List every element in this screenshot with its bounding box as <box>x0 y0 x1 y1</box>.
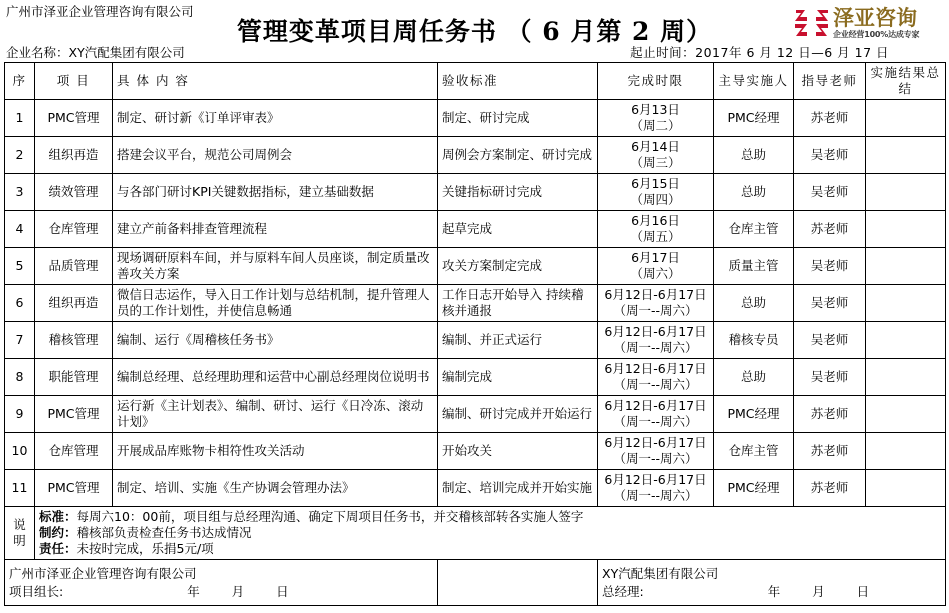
note-key: 制约： <box>39 525 77 540</box>
signature-left-line <box>9 584 433 600</box>
logo-text-block <box>833 5 920 39</box>
weekly-task-table <box>4 62 946 606</box>
cell-teacher: 吴老师 <box>794 285 866 322</box>
due-date-main: 6月14日 <box>631 139 680 154</box>
cell-teacher: 苏老师 <box>794 433 866 470</box>
note-line <box>39 509 941 525</box>
cell-content: 制定、研讨新《订单评审表》 <box>113 100 438 137</box>
cell-content: 搭建会议平台，规范公司周例会 <box>113 137 438 174</box>
due-date-weekday: （周五） <box>630 229 681 244</box>
signature-left-dates: 年 月 日 <box>187 583 303 599</box>
signature-left <box>5 560 438 606</box>
cell-result <box>866 396 946 433</box>
col-header-accept: 验收标准 <box>438 63 598 100</box>
due-date-main: 6月12日-6月17日 <box>604 361 707 376</box>
cell-teacher: 吴老师 <box>794 174 866 211</box>
col-header-teacher: 指导老师 <box>794 63 866 100</box>
cell-content: 制定、培训、实施《生产协调会管理办法》 <box>113 470 438 507</box>
cell-owner: PMC经理 <box>714 100 794 137</box>
table-header-row <box>5 63 946 100</box>
table-row <box>5 137 946 174</box>
table-row <box>5 248 946 285</box>
date-range-value: 2017年 6 月 12 日—6 月 17 日 <box>695 45 889 60</box>
cell-due <box>598 470 714 507</box>
cell-item: 仓库管理 <box>35 433 113 470</box>
cell-seq: 6 <box>5 285 35 322</box>
table-row <box>5 359 946 396</box>
cell-owner: 总助 <box>714 137 794 174</box>
cell-accept: 攻关方案制定完成 <box>438 248 598 285</box>
signature-right-line <box>602 584 941 600</box>
cell-teacher: 苏老师 <box>794 470 866 507</box>
cell-owner: 总助 <box>714 359 794 396</box>
enterprise-name-field <box>6 45 185 60</box>
cell-due <box>598 285 714 322</box>
due-date-weekday: （周一--周六） <box>613 377 698 392</box>
cell-result <box>866 359 946 396</box>
cell-owner: PMC经理 <box>714 396 794 433</box>
cell-owner: 总助 <box>714 285 794 322</box>
cell-due <box>598 100 714 137</box>
cell-teacher: 苏老师 <box>794 211 866 248</box>
cell-due <box>598 396 714 433</box>
cell-result <box>866 100 946 137</box>
page-title: 管理变革项目周任务书 （ 6 月第 2 周） <box>236 17 713 46</box>
note-line <box>39 541 941 557</box>
signature-left-role: 项目组长: <box>9 583 64 599</box>
cell-seq: 4 <box>5 211 35 248</box>
due-date-main: 6月16日 <box>631 213 680 228</box>
cell-accept: 制定、培训完成并开始实施 <box>438 470 598 507</box>
cell-accept: 编制、研讨完成并开始运行 <box>438 396 598 433</box>
cell-seq: 10 <box>5 433 35 470</box>
cell-due <box>598 248 714 285</box>
cell-seq: 9 <box>5 396 35 433</box>
col-header-result: 实施结果总结 <box>866 63 946 100</box>
cell-accept: 编制完成 <box>438 359 598 396</box>
cell-content: 开展成品库账物卡相符性攻关活动 <box>113 433 438 470</box>
brand-logo <box>795 3 943 43</box>
cell-due <box>598 322 714 359</box>
note-text: 未按时完成，乐捐5元/项 <box>76 541 214 556</box>
date-range-field <box>630 45 889 60</box>
due-date-main: 6月12日-6月17日 <box>604 324 707 339</box>
cell-teacher: 吴老师 <box>794 322 866 359</box>
note-text: 稽核部负责检查任务书达成情况 <box>76 525 252 540</box>
cell-accept: 周例会方案制定、研讨完成 <box>438 137 598 174</box>
col-header-item: 项 目 <box>35 63 113 100</box>
table-header <box>5 63 946 100</box>
cell-due <box>598 174 714 211</box>
cell-seq: 8 <box>5 359 35 396</box>
table-footer <box>5 507 946 606</box>
cell-item: 组织再造 <box>35 285 113 322</box>
notes-label: 说 明 <box>5 507 35 560</box>
enterprise-name-value: XY汽配集团有限公司 <box>68 45 185 60</box>
cell-item: 组织再造 <box>35 137 113 174</box>
due-date-main: 6月12日-6月17日 <box>604 398 707 413</box>
cell-accept: 制定、研讨完成 <box>438 100 598 137</box>
signature-right-org: XY汽配集团有限公司 <box>602 565 719 581</box>
cell-accept: 编制、并正式运行 <box>438 322 598 359</box>
cell-due <box>598 433 714 470</box>
cell-item: PMC管理 <box>35 100 113 137</box>
cell-due <box>598 359 714 396</box>
cell-result <box>866 137 946 174</box>
cell-item: 品质管理 <box>35 248 113 285</box>
due-date-main: 6月13日 <box>631 102 680 117</box>
cell-teacher: 苏老师 <box>794 396 866 433</box>
cell-item: 稽核管理 <box>35 322 113 359</box>
signature-divider-cell <box>438 560 598 606</box>
logo-tagline: 企业经营100%达成专家 <box>833 29 920 39</box>
cell-due <box>598 137 714 174</box>
col-header-content: 具 体 内 容 <box>113 63 438 100</box>
note-key: 责任： <box>39 541 77 556</box>
due-date-main: 6月12日-6月17日 <box>604 287 707 302</box>
cell-item: PMC管理 <box>35 470 113 507</box>
logo-mark-icon <box>795 8 829 38</box>
cell-content: 现场调研原料车间，并与原料车间人员座谈，制定质量改善攻关方案 <box>113 248 438 285</box>
signature-row <box>5 560 946 606</box>
table-row <box>5 396 946 433</box>
cell-teacher: 吴老师 <box>794 359 866 396</box>
cell-result <box>866 174 946 211</box>
cell-seq: 1 <box>5 100 35 137</box>
due-date-weekday: （周一--周六） <box>613 414 698 429</box>
cell-owner: PMC经理 <box>714 470 794 507</box>
due-date-weekday: （周一--周六） <box>613 303 698 318</box>
cell-accept: 开始攻关 <box>438 433 598 470</box>
cell-content: 与各部门研讨KPI关键数据指标，建立基础数据 <box>113 174 438 211</box>
note-line <box>39 525 941 541</box>
cell-content: 编制总经理、总经理助理和运营中心副总经理岗位说明书 <box>113 359 438 396</box>
due-date-main: 6月15日 <box>631 176 680 191</box>
cell-content: 微信日志运作，导入日工作计划与总结机制，提升管理人员的工作计划性，并使信息畅通 <box>113 285 438 322</box>
logo-brand-name: 泽亚咨询 <box>833 5 917 30</box>
cell-content: 建立产前备料排查管理流程 <box>113 211 438 248</box>
cell-result <box>866 470 946 507</box>
cell-result <box>866 285 946 322</box>
cell-teacher: 苏老师 <box>794 100 866 137</box>
cell-teacher: 吴老师 <box>794 137 866 174</box>
cell-accept: 关键指标研讨完成 <box>438 174 598 211</box>
due-date-weekday: （周一--周六） <box>613 488 698 503</box>
due-date-main: 6月17日 <box>631 250 680 265</box>
cell-seq: 3 <box>5 174 35 211</box>
signature-left-org: 广州市泽亚企业管理咨询有限公司 <box>9 565 197 581</box>
cell-content: 编制、运行《周稽核任务书》 <box>113 322 438 359</box>
cell-result <box>866 211 946 248</box>
table-row <box>5 100 946 137</box>
notes-body <box>35 507 946 560</box>
cell-result <box>866 322 946 359</box>
cell-owner: 总助 <box>714 174 794 211</box>
signature-right <box>598 560 946 606</box>
due-date-weekday: （周一--周六） <box>613 340 698 355</box>
col-header-due: 完成时限 <box>598 63 714 100</box>
cell-seq: 5 <box>5 248 35 285</box>
due-date-weekday: （周四） <box>630 192 681 207</box>
signature-right-dates: 年 月 日 <box>767 583 884 599</box>
date-range-label: 起止时间： <box>630 45 696 60</box>
note-text: 每周六10：00前，项目组与总经理沟通、确定下周项目任务书，并交稽核部转各实施人签字 <box>76 509 584 524</box>
enterprise-name-label: 企业名称： <box>6 45 69 60</box>
table-row <box>5 285 946 322</box>
cell-item: PMC管理 <box>35 396 113 433</box>
cell-item: 职能管理 <box>35 359 113 396</box>
document-header <box>0 0 949 62</box>
cell-content: 运行新《主计划表》、编制、研讨、运行《日冷冻、滚动计划》 <box>113 396 438 433</box>
cell-owner: 仓库主管 <box>714 433 794 470</box>
due-date-weekday: （周一--周六） <box>613 451 698 466</box>
table-row <box>5 174 946 211</box>
cell-item: 绩效管理 <box>35 174 113 211</box>
consulting-company-name: 广州市泽亚企业管理咨询有限公司 <box>6 4 194 19</box>
cell-accept: 起草完成 <box>438 211 598 248</box>
cell-result <box>866 248 946 285</box>
notes-row <box>5 507 946 560</box>
due-date-weekday: （周六） <box>630 266 681 281</box>
col-header-seq: 序 <box>5 63 35 100</box>
signature-right-role: 总经理: <box>602 583 644 599</box>
table-row <box>5 433 946 470</box>
cell-item: 仓库管理 <box>35 211 113 248</box>
cell-owner: 稽核专员 <box>714 322 794 359</box>
due-date-weekday: （周二） <box>630 118 681 133</box>
cell-seq: 7 <box>5 322 35 359</box>
table-row <box>5 211 946 248</box>
cell-owner: 质量主管 <box>714 248 794 285</box>
table-row <box>5 470 946 507</box>
cell-seq: 2 <box>5 137 35 174</box>
cell-due <box>598 211 714 248</box>
cell-owner: 仓库主管 <box>714 211 794 248</box>
col-header-owner: 主导实施人 <box>714 63 794 100</box>
cell-seq: 11 <box>5 470 35 507</box>
cell-teacher: 吴老师 <box>794 248 866 285</box>
due-date-main: 6月12日-6月17日 <box>604 472 707 487</box>
due-date-main: 6月12日-6月17日 <box>604 435 707 450</box>
table-body <box>5 100 946 507</box>
due-date-weekday: （周三） <box>630 155 681 170</box>
cell-result <box>866 433 946 470</box>
table-row <box>5 322 946 359</box>
cell-accept: 工作日志开始导入 持续稽核并通报 <box>438 285 598 322</box>
note-key: 标准： <box>39 509 77 524</box>
